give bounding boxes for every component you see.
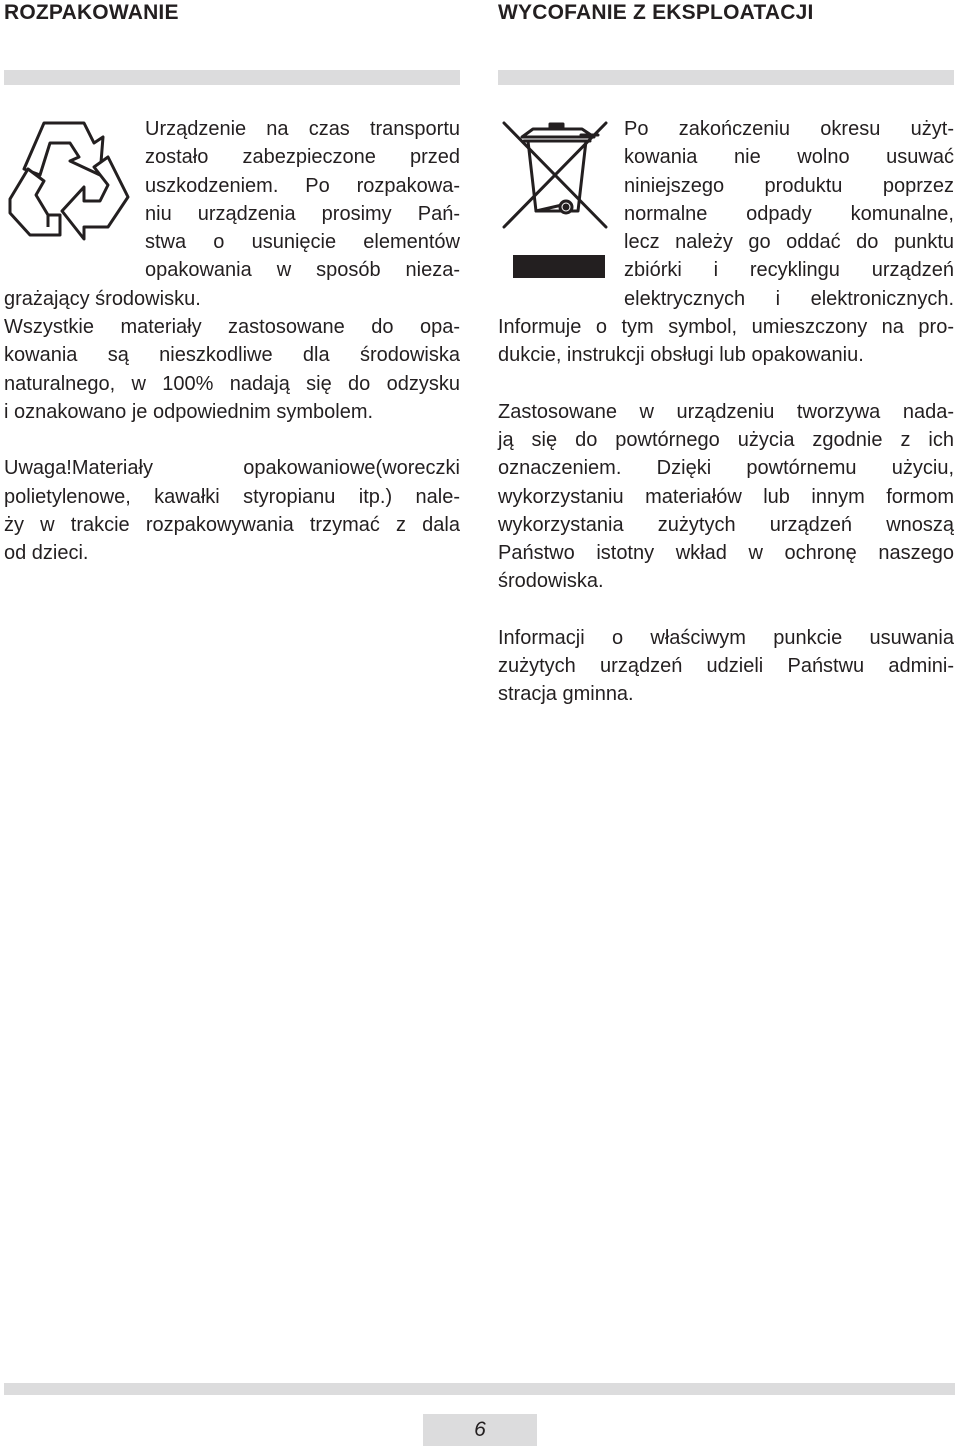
unpacking-warning-line: ży w trakcie rozpakowywania trzymać z dala (4, 513, 460, 536)
disposal-intro-line: Po zakończeniu okresu użyt- (624, 118, 954, 140)
disposal-materials-line: środowiska. (498, 570, 604, 593)
disposal-materials-line: ją się do powtórnego użycia zgodnie z ich (498, 428, 954, 451)
disposal-symbol-line: Informuje o tym symbol, umieszczony na pro- (498, 316, 954, 339)
disposal-heading: WYCOFANIE Z EKSPLOATACJI (498, 1, 814, 24)
right-header-bar (498, 70, 954, 85)
page-number: 6 (423, 1414, 537, 1446)
disposal-intro-line: normalne odpady komunalne, (624, 202, 954, 225)
unpacking-intro-line: Urządzenie na czas transportu (145, 118, 460, 140)
disposal-intro-line: niniejszego produktu poprzez (624, 174, 954, 197)
disposal-materials-line: Państwo istotny wkład w ochronę naszego (498, 542, 954, 565)
unpacking-body-line: i oznakowano je odpowiednim symbolem. (4, 400, 374, 423)
disposal-materials-line: wykorzystaniu materiałów lub innym formom (498, 485, 954, 508)
disposal-materials-line: wykorzystania zużytych urządzeń wnoszą (498, 513, 954, 536)
unpacking-warning-line: od dzieci. (4, 542, 89, 565)
unpacking-warning-line: Uwaga!Materiały opakowaniowe(woreczki (4, 457, 460, 480)
disposal-symbol-line: dukcie, instrukcji obsługi lub opakowaniu. (498, 344, 864, 367)
unpacking-heading: ROZPAKOWANIE (4, 1, 179, 24)
unpacking-intro-line: stwa o usunięcie elementów (145, 231, 460, 254)
disposal-info-line: zużytych urządzeń udzieli Państwu admini- (498, 655, 954, 678)
unpacking-warning-line: polietylenowe, kawałki styropianu itp.) nale- (4, 485, 460, 508)
unpacking-body-line: kowania są nieszkodliwe dla środowiska (4, 344, 460, 367)
unpacking-body-line: grażający środowisku. (4, 287, 201, 310)
disposal-intro-line: elektrycznych i elektronicznych. (624, 287, 954, 310)
unpacking-intro-line: niu urządzenia prosimy Pań- (145, 202, 460, 225)
left-header-bar (4, 70, 460, 85)
disposal-intro-line: lecz należy go oddać do punktu (624, 231, 954, 254)
unpacking-intro-line: opakowania w sposób nieza- (145, 259, 460, 282)
disposal-materials-line: oznaczeniem. Dzięki powtórnemu użyciu, (498, 457, 954, 480)
disposal-materials-line: Zastosowane w urządzeniu tworzywa nada- (498, 400, 954, 423)
disposal-intro-line: kowania nie wolno usuwać (624, 146, 954, 169)
disposal-intro-line: zbiórki i recyklingu urządzeń (624, 259, 954, 282)
unpacking-intro-line: zostało zabezpieczone przed (145, 146, 460, 169)
footer-bar (4, 1383, 955, 1395)
disposal-info-line: Informacji o właściwym punkcie usuwania (498, 626, 954, 649)
disposal-info-line: stracja gminna. (498, 683, 634, 706)
unpacking-body-line: Wszystkie materiały zastosowane do opa- (4, 316, 460, 339)
unpacking-intro-line: uszkodzeniem. Po rozpakowa- (145, 174, 460, 197)
unpacking-body-line: naturalnego, w 100% nadają się do odzysku (4, 372, 460, 395)
